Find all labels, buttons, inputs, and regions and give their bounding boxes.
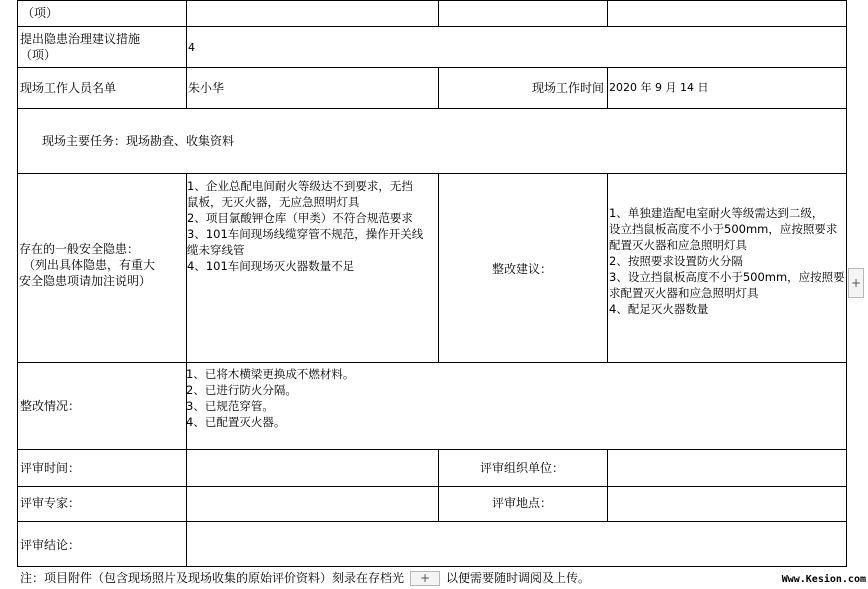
review-org-label: 评审组织单位： — [480, 461, 565, 475]
list-item: 求配置灭火器和应急照明灯具 — [609, 286, 759, 300]
list-item: 3、设立挡鼠板高度不小于500mm，应按照要 — [609, 270, 845, 284]
review-place-label: 评审地点： — [492, 496, 553, 510]
list-item: 4、已配置灭火器。 — [186, 415, 286, 429]
add-column-button[interactable]: + — [848, 268, 864, 298]
review-conclusion-label: 评审结论： — [20, 538, 81, 552]
footer-note: 注：项目附件（包含现场照片及现场收集的原始评价资料）刻录在存档光 + 以便需要随时调阅及上传。 — [20, 571, 591, 585]
rectify-list — [186, 366, 354, 430]
suggest-label: 整改建议： — [492, 262, 553, 276]
list-item: 设立挡鼠板高度不小于500mm，应按照要求 — [609, 222, 838, 236]
review-time-label: 评审时间： — [20, 461, 81, 475]
hazards-list — [187, 178, 423, 274]
add-row-button[interactable]: + — [410, 571, 440, 586]
list-item: 2、项目氯酸钾仓库（甲类）不符合规范要求 — [187, 211, 413, 225]
staff-value: 朱小华 — [188, 81, 225, 95]
list-item: 鼠板，无灭火器，无应急照明灯具 — [187, 195, 360, 209]
review-expert-label: 评审专家： — [20, 496, 81, 510]
list-item: 1、企业总配电间耐火等级达不到要求，无挡 — [187, 179, 413, 193]
suggestions-list — [609, 205, 845, 317]
list-item: 4、101车间现场灭火器数量不足 — [187, 259, 355, 273]
measures-value: 4 — [188, 41, 195, 54]
measures-label: 提出隐患治理建议措施 （项） — [20, 32, 141, 62]
list-item: 配置灭火器和应急照明灯具 — [609, 238, 747, 252]
row0-label: （项） — [22, 6, 59, 20]
list-item: 3、已规范穿管。 — [186, 399, 274, 413]
watermark: Www.Kesion.com — [781, 574, 866, 585]
work-time-value: 2020 年 9 月 14 日 — [609, 81, 709, 94]
list-item: 2、按照要求设置防火分隔 — [609, 254, 743, 268]
hazards-label: 存在的一般安全隐患： （列出具体隐患，有重大 安全隐患项请加注说明） — [19, 242, 156, 288]
list-item: 1、已将木横梁更换成不燃材料。 — [186, 367, 355, 381]
list-item: 1、单独建造配电室耐火等级需达到二级， — [609, 206, 824, 220]
list-item: 3、101车间现场线缆穿管不规范，操作开关线 — [187, 227, 424, 241]
list-item: 2、已进行防火分隔。 — [186, 383, 297, 397]
rectify-label: 整改情况： — [20, 399, 81, 413]
list-item: 缆未穿线管 — [187, 243, 245, 257]
staff-label: 现场工作人员名单 — [20, 81, 117, 95]
list-item: 4、配足灭火器数量 — [609, 302, 709, 316]
main-task: 现场主要任务：现场勘查、收集资料 — [42, 134, 235, 148]
work-time-label: 现场工作时间 — [531, 81, 604, 95]
